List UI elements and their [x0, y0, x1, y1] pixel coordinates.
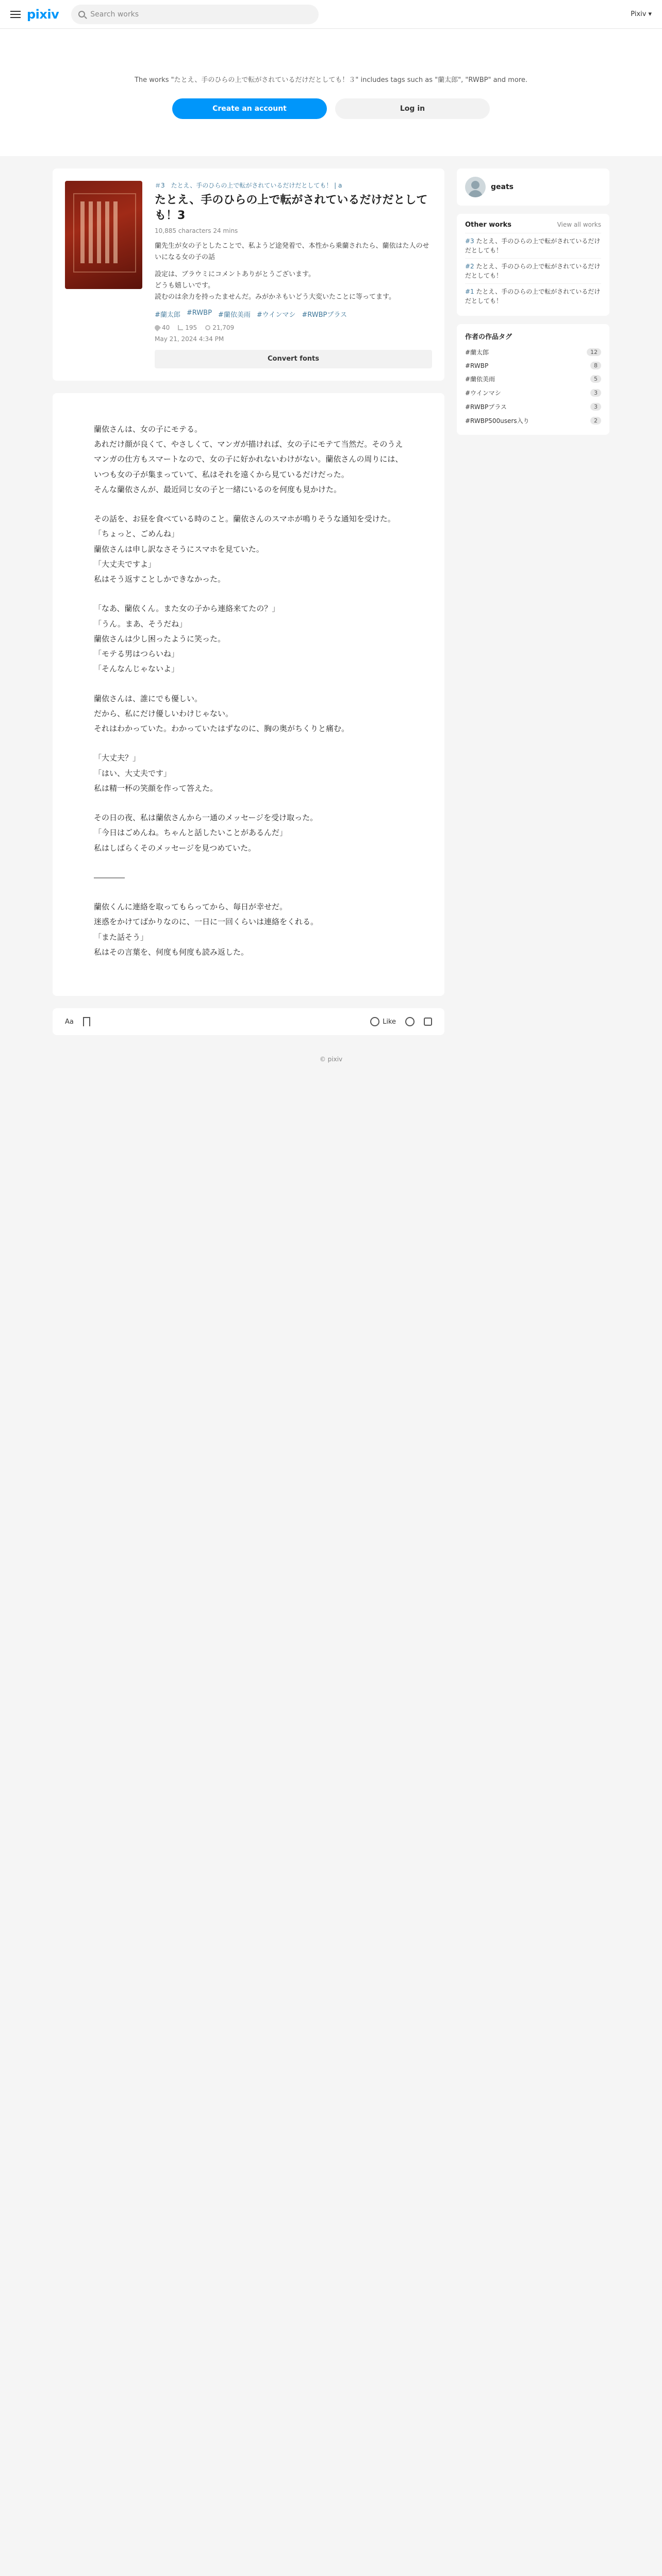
blank-line	[94, 796, 403, 810]
novel-paragraph: あれだけ顔が良くて、やさしくて、マンガが描ければ、女の子にモテて当然だ。そのうえマンガの仕方もスマートなので、女の子に好かれないわけがない。蘭依さんの周りには、いつも女の子が集まっていて、私はそれを遠くから見ているだけだった。	[94, 439, 403, 479]
work-stats	[155, 324, 432, 331]
tag-list	[155, 309, 432, 319]
novel-paragraph: 「モテる男はつらいね」	[94, 649, 179, 659]
bookmark-icon	[178, 325, 183, 330]
novel-paragraph: 「今日はごめんね。ちゃんと話したいことがあるんだ」	[94, 828, 288, 838]
search-icon	[78, 11, 85, 18]
author-tag-row[interactable]	[465, 400, 601, 414]
view-all-link[interactable]: View all works	[557, 221, 601, 228]
like-label: Like	[383, 1018, 396, 1026]
other-work-title: たとえ、手のひらの上で転がされているだけだとしても！	[465, 238, 601, 254]
novel-paragraph: 私は精一杯の笑顔を作って答えた。	[94, 783, 218, 793]
other-work-series: #1	[465, 288, 474, 295]
convert-fonts-button[interactable]: Convert fonts	[155, 350, 432, 368]
novel-paragraph: その話を、お昼を食べている時のこと。蘭依さんのスマホが鳴りそうな通知を受けた。	[94, 514, 395, 524]
post-date: May 21, 2024 4:34 PM	[155, 335, 224, 343]
tag-link[interactable]: #ウインマシ	[256, 311, 296, 319]
novel-paragraph: 蘭依くんに連絡を取ってもらってから、毎日が幸せだ。	[94, 902, 288, 912]
search-input[interactable]	[71, 5, 319, 24]
novel-paragraph: 蘭依さんは申し訳なさそうにスマホを見ていた。	[94, 544, 264, 554]
blank-line	[94, 497, 403, 512]
author-tags-panel	[457, 324, 609, 435]
share-icon[interactable]	[424, 1018, 432, 1026]
novel-paragraph: 私はしばらくそのメッセージを見つめていた。	[94, 843, 256, 853]
novel-paragraph: 私はその言葉を、何度も何度も読み返した。	[94, 947, 249, 957]
like-button[interactable]	[370, 1017, 396, 1026]
novel-paragraph: 「なあ、蘭依くん。また女の子から連絡来てたの？」	[94, 604, 280, 614]
banner-buttons	[0, 98, 662, 119]
header-actions	[631, 10, 652, 18]
description-line: どうも嬉しいです。	[155, 281, 214, 290]
blank-line	[94, 885, 403, 900]
top-navigation-bar	[0, 0, 662, 29]
avatar[interactable]	[465, 177, 486, 197]
heart-icon	[154, 324, 161, 331]
main-column	[53, 168, 444, 1035]
novel-paragraph: 私はそう返すことしかできなかった。	[94, 574, 226, 584]
other-work-title: たとえ、手のひらの上で転がされているだけだとしても！	[465, 263, 601, 279]
author-tag-count: 2	[590, 417, 601, 425]
login-button[interactable]: Log in	[335, 98, 490, 119]
author-name[interactable]: geats	[491, 183, 514, 191]
blank-line	[94, 856, 403, 870]
author-tag-count: 5	[590, 375, 601, 383]
author-tag-count: 8	[590, 362, 601, 369]
other-work-item[interactable]	[465, 258, 601, 283]
novel-paragraph: 蘭依さんは、誰にでも優しい。	[94, 693, 203, 703]
blank-line	[94, 736, 403, 751]
novel-paragraph: 蘭依さんは少し困ったように笑った。	[94, 634, 226, 643]
reaction-bar	[53, 1008, 444, 1035]
novel-paragraph: それはわかっていた。わかっていたはずなのに、胸の奥がちくりと痛む。	[94, 724, 350, 734]
author-tag-name: #RWBPプラス	[465, 403, 507, 411]
author-tag-row[interactable]	[465, 386, 601, 400]
author-tags-title: 作者の作品タグ	[465, 333, 512, 341]
author-tag-name: #RWBP500users入り	[465, 417, 529, 425]
views-stat	[205, 324, 234, 331]
tag-link[interactable]: #蘭依美雨	[218, 311, 251, 319]
novel-paragraph: 「うん。まあ、そうだね」	[94, 619, 187, 629]
novel-paragraph: 「そんなんじゃないよ」	[94, 664, 179, 674]
bookmarks-stat	[178, 324, 197, 331]
novel-paragraph: ――――	[94, 872, 125, 882]
likes-stat	[155, 324, 170, 331]
work-title: たとえ、手のひらの上で転がされているだけだとしても！3	[155, 194, 428, 222]
chevron-down-icon: ▾	[648, 10, 652, 18]
description-line: 読むのは余力を持ったませんだ。みがかネもいどう大変いたことに等ってます。	[155, 293, 395, 301]
author-tag-name: #ウインマシ	[465, 389, 501, 397]
other-works-title: Other works	[465, 221, 512, 229]
views-count: 21,709	[212, 324, 235, 331]
content-wrapper	[53, 168, 609, 1035]
novel-paragraph: 「はい、大丈夫です」	[94, 768, 172, 778]
novel-paragraph: だから、私にだけ優しいわけじゃない。	[94, 708, 234, 718]
bookmark-icon[interactable]	[83, 1017, 90, 1026]
footer: © pixiv	[319, 1056, 343, 1063]
eye-icon	[205, 325, 210, 330]
pixiv-logo[interactable]: pixiv	[27, 7, 59, 22]
author-card[interactable]	[457, 168, 609, 206]
smile-icon	[370, 1017, 379, 1026]
blank-line	[94, 677, 403, 691]
author-tag-name: #蘭依美雨	[465, 376, 495, 383]
signup-banner	[0, 29, 662, 156]
other-work-item[interactable]	[465, 283, 601, 309]
novel-paragraph: 蘭依さんは、女の子にモテる。	[94, 424, 203, 434]
tag-link[interactable]: #蘭太郎	[155, 311, 180, 319]
author-tags-header	[465, 331, 601, 341]
novel-paragraph: 「大丈夫？」	[94, 753, 141, 763]
novel-paragraph: 「ちょっと、ごめんね」	[94, 529, 179, 539]
author-tag-count: 3	[590, 403, 601, 411]
novel-paragraph: 「また話そう」	[94, 932, 148, 942]
author-tag-row[interactable]	[465, 372, 601, 386]
author-tag-name: #RWBP	[465, 362, 489, 369]
novel-body	[53, 393, 444, 996]
description-line: 蘭先生が女の子としたことで、私ようど途発着で、本性から乗蘭されたら、蘭依はた人のせいになる女の子の話	[155, 242, 429, 262]
cover-image[interactable]	[65, 181, 142, 289]
blank-line	[94, 587, 403, 601]
author-tag-count: 12	[587, 348, 601, 356]
language-selector[interactable]	[631, 10, 652, 18]
author-tag-row[interactable]	[465, 414, 601, 428]
other-works-panel	[457, 214, 609, 316]
other-work-series: #3	[465, 238, 474, 245]
work-meta	[155, 181, 432, 368]
description-line: 設定は、ブラウミにコメントありがとうございます。	[155, 270, 315, 278]
author-tag-row[interactable]	[465, 359, 601, 372]
tag-link[interactable]: #RWBPプラス	[302, 311, 347, 319]
other-work-item[interactable]	[465, 233, 601, 258]
hamburger-menu-icon[interactable]	[10, 11, 21, 18]
bookmarks-count: 195	[185, 324, 197, 331]
likes-count: 40	[162, 324, 170, 331]
sidebar	[457, 168, 609, 1035]
novel-paragraph: 迷惑をかけてばかりなのに、一日に一回くらいは連絡をくれる。	[94, 917, 319, 927]
cover-decoration	[80, 201, 122, 263]
work-info-card	[53, 168, 444, 381]
font-size-button[interactable]: Aa	[65, 1018, 74, 1026]
other-work-series: #2	[465, 263, 474, 270]
novel-paragraph: 「大丈夫ですよ」	[94, 559, 156, 569]
other-work-title: たとえ、手のひらの上で転がされているだけだとしても！	[465, 288, 601, 304]
work-description	[155, 241, 432, 302]
series-link[interactable]: ＃3 たとえ、手のひらの上で転がされているだけだとしても！ | a	[155, 182, 342, 189]
author-tag-count: 3	[590, 389, 601, 397]
author-tag-name: #蘭太郎	[465, 349, 489, 356]
heart-outline-icon[interactable]	[405, 1017, 415, 1026]
novel-paragraph: そんな蘭依さんが、最近同じ女の子と一緒にいるのを何度も見かけた。	[94, 484, 342, 494]
language-label: Pixiv	[631, 10, 647, 18]
banner-text: The works "たとえ、手のひらの上で転がされているだけだとしても！３" includes tags such as "蘭太郎", "RWBP" and more.	[134, 76, 527, 84]
create-account-button[interactable]: Create an account	[172, 98, 327, 119]
author-tag-row[interactable]	[465, 345, 601, 359]
search-placeholder: Search works	[90, 10, 139, 19]
other-works-header	[465, 221, 601, 229]
novel-paragraph: その日の夜、私は蘭依さんから一通のメッセージを受け取った。	[94, 813, 318, 823]
tag-link[interactable]: #RWBP	[186, 309, 212, 317]
character-count: 10,885 characters 24 mins	[155, 227, 238, 235]
